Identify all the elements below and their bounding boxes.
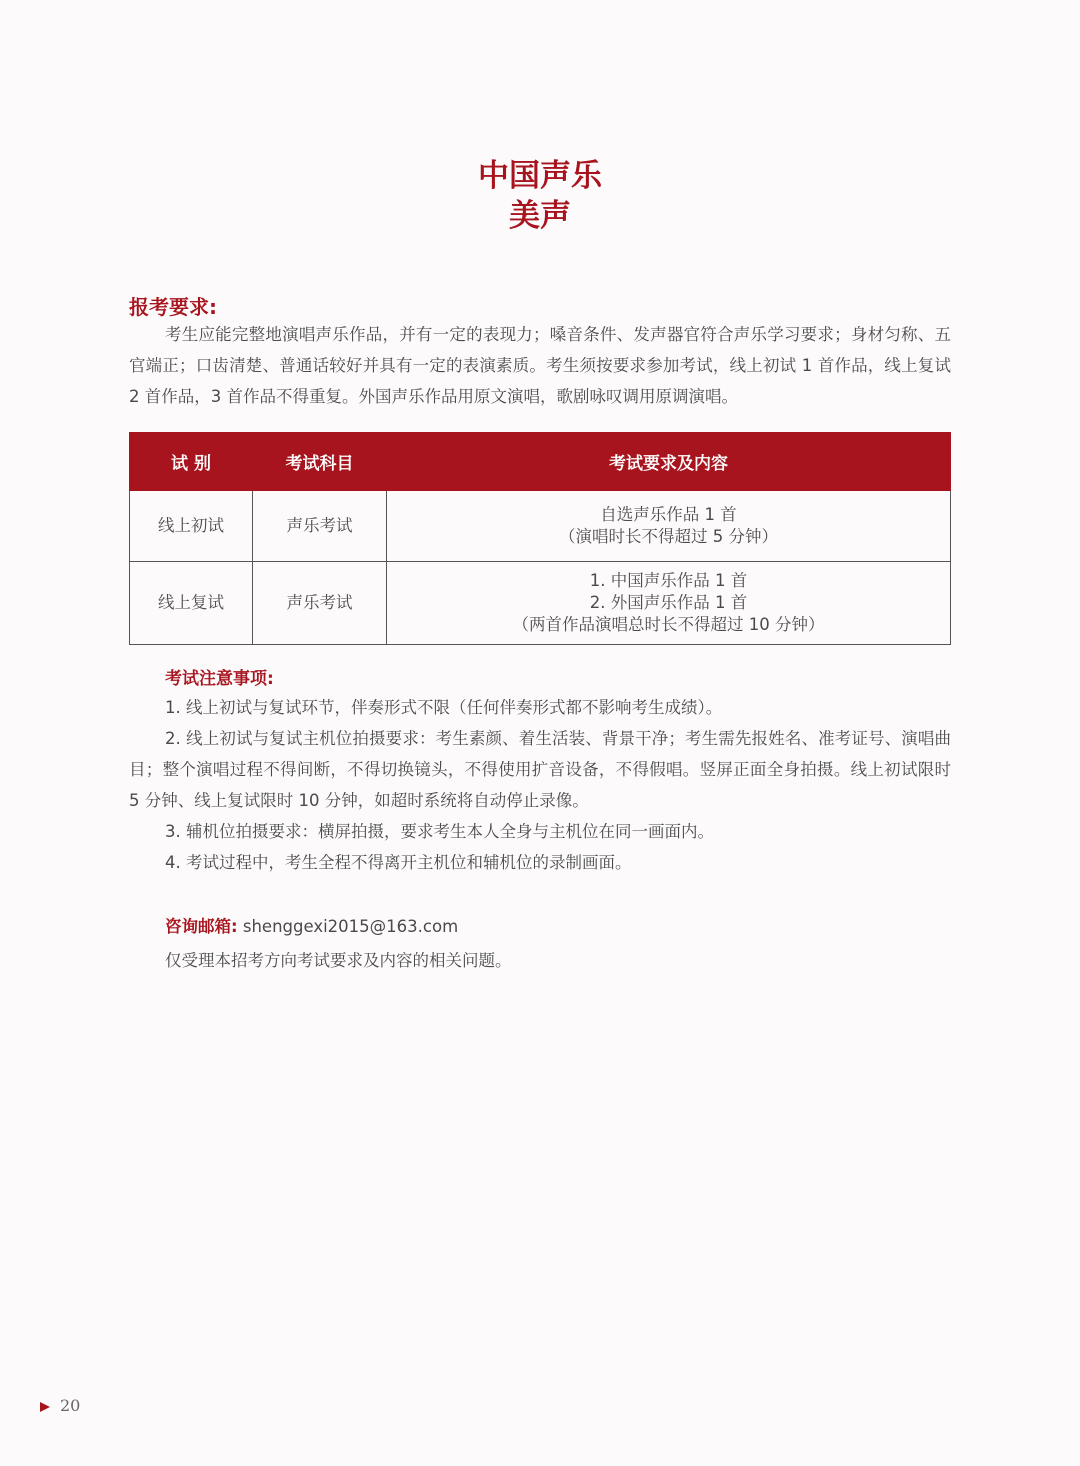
contact-line: [165, 913, 458, 937]
note-item: 4. 考试过程中，考生全程不得离开主机位和辅机位的录制画面。: [165, 853, 632, 872]
header-content: 考试要求及内容: [387, 433, 951, 491]
content-line: 自选声乐作品 1 首: [600, 505, 737, 524]
header-stage: 试 别: [130, 433, 253, 491]
note-item: 2. 线上初试与复试主机位拍摄要求：考生素颜、着生活装、背景干净；考生需先报姓名、准考证号、演唱曲目；整个演唱过程不得间断，不得切换镜头，不得使用扩音设备，不得假唱。竖屏正面全身拍摄。线上初试限时 5 分钟、线上复试限时 10 分钟，如超时系统将自动停止录像。: [129, 729, 951, 810]
cell-subject: 声乐考试: [253, 491, 387, 562]
page-title: 中国声乐: [478, 158, 602, 194]
notes-heading: 考试注意事项:: [165, 669, 274, 689]
content-line: 2. 外国声乐作品 1 首: [589, 593, 748, 612]
contact-note: 仅受理本招考方向考试要求及内容的相关问题。: [165, 951, 512, 970]
header-subject: 考试科目: [253, 433, 387, 491]
content-line: （两首作品演唱总时长不得超过 10 分钟）: [512, 615, 825, 634]
note-item: 1. 线上初试与复试环节，伴奏形式不限（任何伴奏形式都不影响考生成绩）。: [165, 698, 723, 717]
content-line: （演唱时长不得超过 5 分钟）: [559, 527, 778, 546]
cell-content: [387, 491, 951, 562]
contact-email[interactable]: shenggexi2015@163.com: [242, 917, 459, 936]
page-subtitle: 美声: [509, 198, 571, 234]
page-number-text: 20: [60, 1396, 81, 1415]
note-item: 3. 辅机位拍摄要求：横屏拍摄，要求考生本人全身与主机位在同一画面内。: [165, 822, 714, 841]
triangle-marker-icon: [40, 1402, 50, 1412]
exam-table: [129, 432, 951, 645]
table-row: [130, 491, 951, 562]
table-row: [130, 562, 951, 645]
cell-subject: 声乐考试: [253, 562, 387, 645]
cell-content: [387, 562, 951, 645]
cell-stage: 线上复试: [130, 562, 253, 645]
contact-label: 咨询邮箱:: [165, 917, 238, 936]
content-line: 1. 中国声乐作品 1 首: [589, 571, 748, 590]
requirements-text: 考生应能完整地演唱声乐作品，并有一定的表现力；嗓音条件、发声器官符合声乐学习要求；身材匀称、五官端正；口齿清楚、普通话较好并具有一定的表演素质。考生须按要求参加考试，线上初试 1 首作品，线上复试 2 首作品，3 首作品不得重复。外国声乐作品用原文演唱，歌剧咏叹调用原调演唱。: [129, 325, 951, 406]
page-number: [40, 1396, 80, 1415]
requirements-heading: 报考要求:: [129, 295, 217, 319]
table-header-row: [130, 433, 951, 491]
cell-stage: 线上初试: [130, 491, 253, 562]
